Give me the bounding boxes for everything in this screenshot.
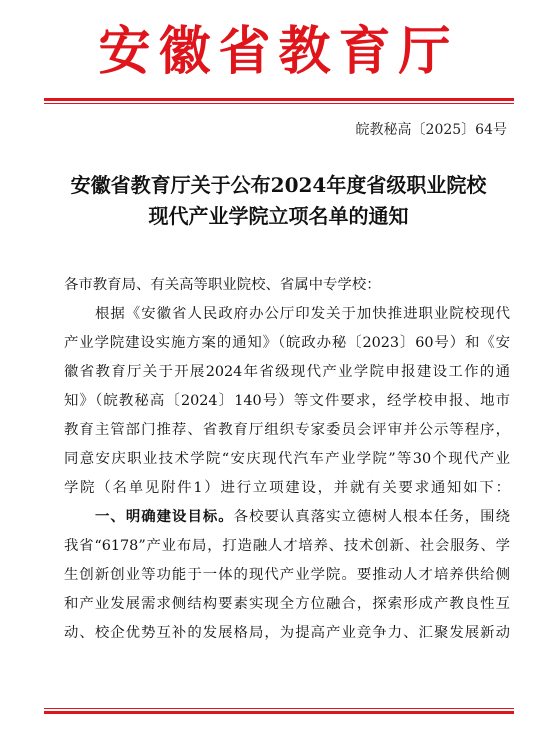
masthead-title: 安徽省教育厅 (98, 21, 459, 82)
paragraph-1 (64, 300, 510, 503)
paragraph-line: 产业学院建设实施方案的通知》（皖政办秘〔2023〕60号）和《安 (64, 335, 510, 351)
paragraph-line: 生创新创业等功能于一体的现代产业学院。要推动人才培养供给侧 (64, 567, 510, 583)
red-rule-thick (44, 98, 514, 101)
paragraph-line (64, 503, 510, 532)
document-body (64, 271, 510, 648)
document-title (40, 170, 517, 232)
paragraph-line: 和产业发展需求侧结构要素实现全方位融合，探索形成产教良性互 (64, 596, 510, 612)
paragraph-line: 同意安庆职业技术学院“安庆现代汽车产业学院”等30个现代产业 (64, 451, 510, 467)
section-heading: 一、明确建设目标。 (95, 509, 234, 525)
title-line-1: 安徽省教育厅关于公布2024年度省级职业院校 (70, 173, 487, 197)
salutation: 各市教育局、有关高等职业院校、省属中专学校： (64, 277, 381, 293)
paragraph-line: 学院（名单见附件1）进行立项建设，并就有关要求通知如下： (64, 480, 510, 496)
paragraph-line: 根据《安徽省人民政府办公厅印发关于加快推进职业院校现代 (95, 306, 510, 322)
paragraph-line: 知》（皖教秘高〔2024〕140号）等文件要求，经学校申报、地市 (64, 393, 510, 409)
title-line-2: 现代产业学院立项名单的通知 (148, 204, 409, 228)
masthead-red-rule (44, 98, 514, 104)
paragraph-line: 我省“6178”产业布局，打造融人才培养、技术创新、社会服务、学 (64, 538, 510, 554)
paragraph-line: 徽省教育厅关于开展2024年省级现代产业学院申报建设工作的通 (64, 364, 510, 380)
red-rule-thin (44, 103, 514, 104)
red-rule-thick (44, 711, 514, 714)
footer-red-rule (44, 708, 514, 714)
paragraph-2 (64, 503, 510, 648)
paragraph-line: 教育主管部门推荐、省教育厅组织专家委员会评审并公示等程序， (64, 422, 510, 438)
document-number: 皖教秘高〔2025〕64号 (355, 122, 507, 138)
paragraph-text: 各校要认真落实立德树人根本任务，围绕 (233, 509, 510, 525)
paragraph-line: 动、校企优势互补的发展格局，为提高产业竞争力、汇聚发展新动 (64, 625, 510, 641)
red-rule-thin (44, 708, 514, 709)
